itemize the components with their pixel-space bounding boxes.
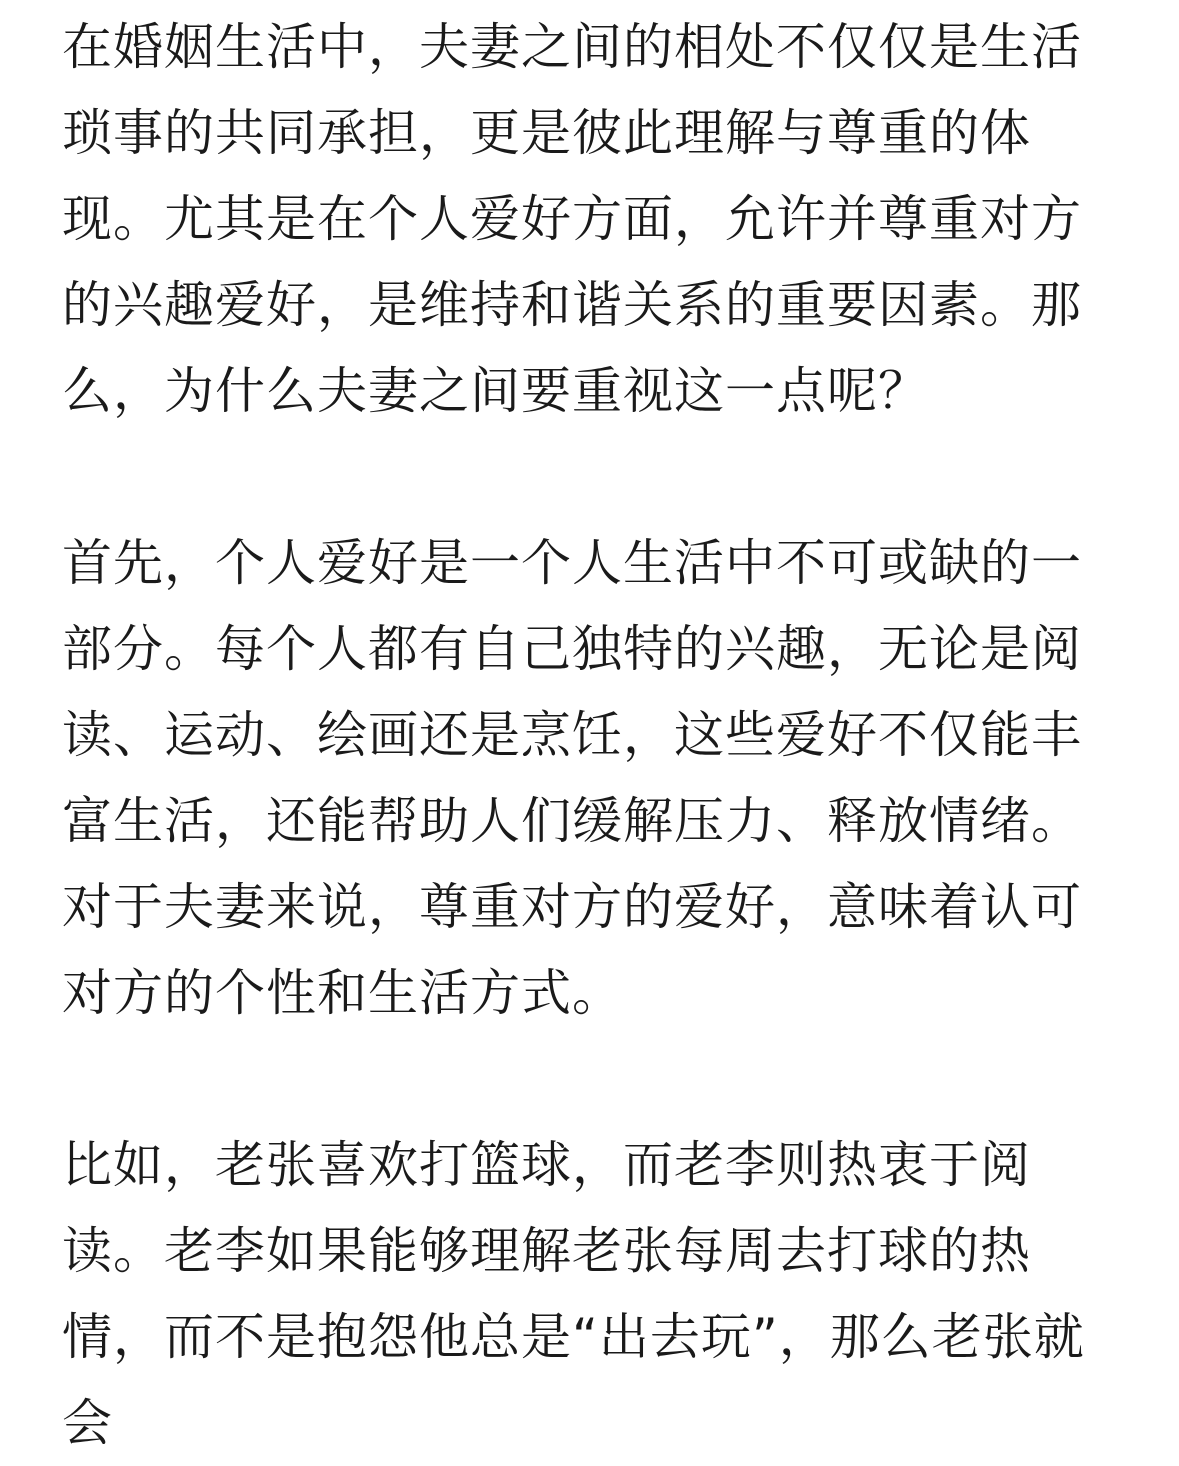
paragraph-spacer xyxy=(62,434,1122,520)
paragraph-line: 读。老李如果能够理解老张每周去打球的热 xyxy=(62,1222,1031,1280)
paragraph-line: 情，而不是抱怨他总是“出去玩”，那么老张就会 xyxy=(62,1308,1085,1452)
paragraph-line: 对于夫妻来说，尊重对方的爱好，意味着认可 xyxy=(62,878,1082,936)
paragraph-line: 部分。每个人都有自己独特的兴趣，无论是阅 xyxy=(62,620,1082,678)
paragraph-line: 读、运动、绘画还是烹饪，这些爱好不仅能丰 xyxy=(62,706,1082,764)
paragraph-line: 对方的个性和生活方式。 xyxy=(62,964,623,1022)
paragraph-line: 么，为什么夫妻之间要重视这一点呢？ xyxy=(62,362,929,420)
paragraph-spacer xyxy=(62,1036,1122,1122)
paragraph-line: 在婚姻生活中，夫妻之间的相处不仅仅是生活 xyxy=(62,18,1082,76)
paragraph-line: 首先，个人爱好是一个人生活中不可或缺的一 xyxy=(62,534,1082,592)
paragraph-line: 琐事的共同承担，更是彼此理解与尊重的体 xyxy=(62,104,1031,162)
article-body xyxy=(62,4,1122,1466)
paragraph-line: 的兴趣爱好，是维持和谐关系的重要因素。那 xyxy=(62,276,1082,334)
paragraph-1 xyxy=(62,4,1122,434)
paragraph-line: 富生活，还能帮助人们缓解压力、释放情绪。 xyxy=(62,792,1082,850)
paragraph-2 xyxy=(62,520,1122,1036)
paragraph-3 xyxy=(62,1122,1122,1466)
paragraph-line: 现。尤其是在个人爱好方面，允许并尊重对方 xyxy=(62,190,1082,248)
paragraph-line: 比如，老张喜欢打篮球，而老李则热衷于阅 xyxy=(62,1136,1031,1194)
